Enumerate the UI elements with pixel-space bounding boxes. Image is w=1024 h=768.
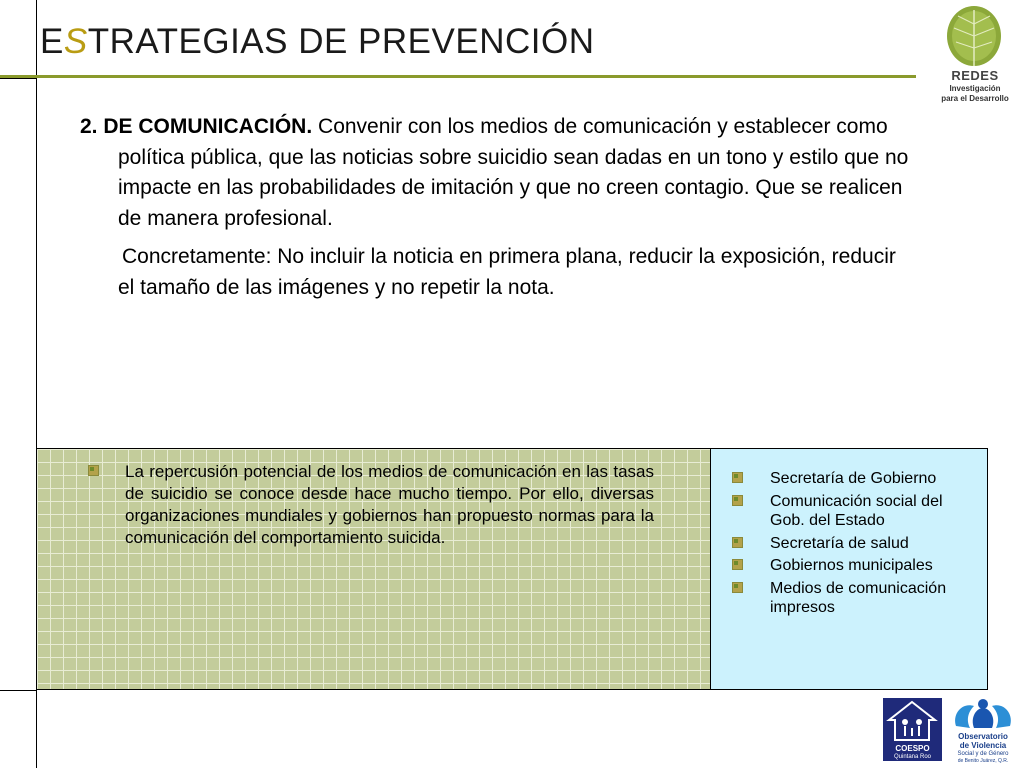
redes-logo — [932, 4, 1018, 108]
redes-name: REDES — [951, 68, 999, 83]
section-heading: 2. DE COMUNICACIÓN. — [80, 115, 313, 138]
list-item: Comunicación social del Gob. del Estado — [732, 492, 972, 531]
house-icon — [883, 698, 942, 744]
square-bullet-icon — [732, 472, 743, 483]
observatorio-logo — [948, 696, 1018, 764]
observatorio-line-1: Observatorio — [958, 732, 1008, 741]
entities-list — [732, 469, 972, 621]
square-bullet-icon — [732, 495, 743, 506]
square-bullet-icon — [88, 465, 99, 476]
coespo-name: COESPO — [895, 744, 930, 753]
list-item: Secretaría de Gobierno — [732, 469, 972, 489]
coespo-logo — [882, 697, 943, 762]
redes-subtitle-1: Investigación — [949, 84, 1001, 93]
left-top-tick — [0, 78, 37, 79]
leaf-icon — [932, 4, 1018, 68]
observatorio-line-4: de Benito Juárez, Q.R. — [957, 758, 1009, 764]
title-underline — [0, 75, 916, 78]
paragraph-1-text: Convenir con los medios de comunicación y establecer como política pública, que las noticias sobre suicidio sean dadas en un tono y estilo que no impacte en las probabilidades de imitación y que no creen contagio. Que se realicen de manera profesional. — [118, 115, 909, 230]
observatorio-line-2: de Violencia — [959, 741, 1007, 750]
redes-subtitle-2: para el Desarrollo — [941, 94, 1009, 103]
square-bullet-icon — [732, 537, 743, 548]
paragraph-2: Concretamente: No incluir la noticia en primera plana, reducir la exposición, reducir el tamaño de las imágenes y no repetir la nota. — [118, 245, 896, 299]
square-bullet-icon — [732, 559, 743, 570]
square-bullet-icon — [732, 582, 743, 593]
slide-title: ESTRATEGIAS DE PREVENCIÓN — [40, 22, 595, 61]
grid-bullet-item — [88, 461, 654, 549]
paragraph-1 — [80, 112, 910, 234]
figures-icon — [948, 696, 1018, 732]
grid-bullet-text: La repercusión potencial de los medios de comunicación en las tasas de suicidio se conoce desde hace mucho tiempo. Por ello, diversas organizaciones mundiales y gobiernos han propuesto normas para la comunicación del comportamiento suicida. — [125, 462, 654, 547]
list-item: Gobiernos municipales — [732, 556, 972, 576]
main-content — [80, 112, 910, 303]
observatorio-line-3: Social y de Género — [957, 751, 1009, 757]
left-bottom-tick — [0, 690, 37, 691]
list-item: Secretaría de salud — [732, 534, 972, 554]
coespo-subtitle: Quintana Roo — [893, 754, 932, 760]
list-item: Medios de comunicación impresos — [732, 579, 972, 618]
